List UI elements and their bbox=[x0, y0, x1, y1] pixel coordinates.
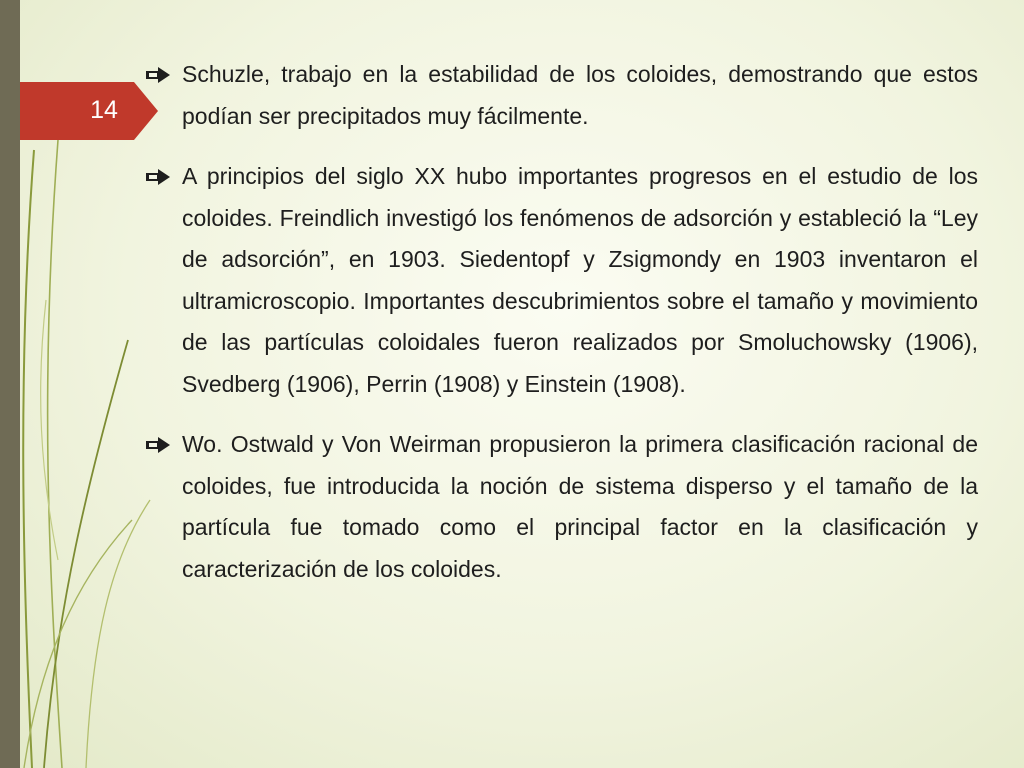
bullet-text: Schuzle, trabajo en la estabilidad de los coloides, demostrando que estos podían ser precipitados muy fácilmente. bbox=[182, 61, 978, 129]
arrow-bullet-icon bbox=[146, 437, 170, 453]
arrow-bullet-icon bbox=[146, 67, 170, 83]
bullet-text: A principios del siglo XX hubo importantes progresos en el estudio de los coloides. Freindlich investigó los fenómenos de adsorción y estableció la “Ley de adsorción”, en 1903. Siedentopf y Zsigmondy en 1903 inventaron el ultramicroscopio. Importantes descubrimientos sobre el tamaño y movimiento de las partículas coloidales fueron realizados por Smoluchowsky (1906), Svedberg (1906), Perrin (1908) y Einstein (1908). bbox=[182, 163, 978, 397]
page-number: 14 bbox=[90, 96, 118, 124]
bullet-item bbox=[146, 156, 978, 405]
bullet-text: Wo. Ostwald y Von Weirman propusieron la primera clasificación racional de coloides, fue introducida la noción de sistema disperso y el tamaño de la partícula fue tomado como el principal factor en la clasificación y caracterización de los coloides. bbox=[182, 431, 978, 582]
bullet-item bbox=[146, 54, 978, 137]
bullet-item bbox=[146, 424, 978, 590]
slide-content bbox=[146, 54, 978, 590]
arrow-bullet-icon bbox=[146, 169, 170, 185]
